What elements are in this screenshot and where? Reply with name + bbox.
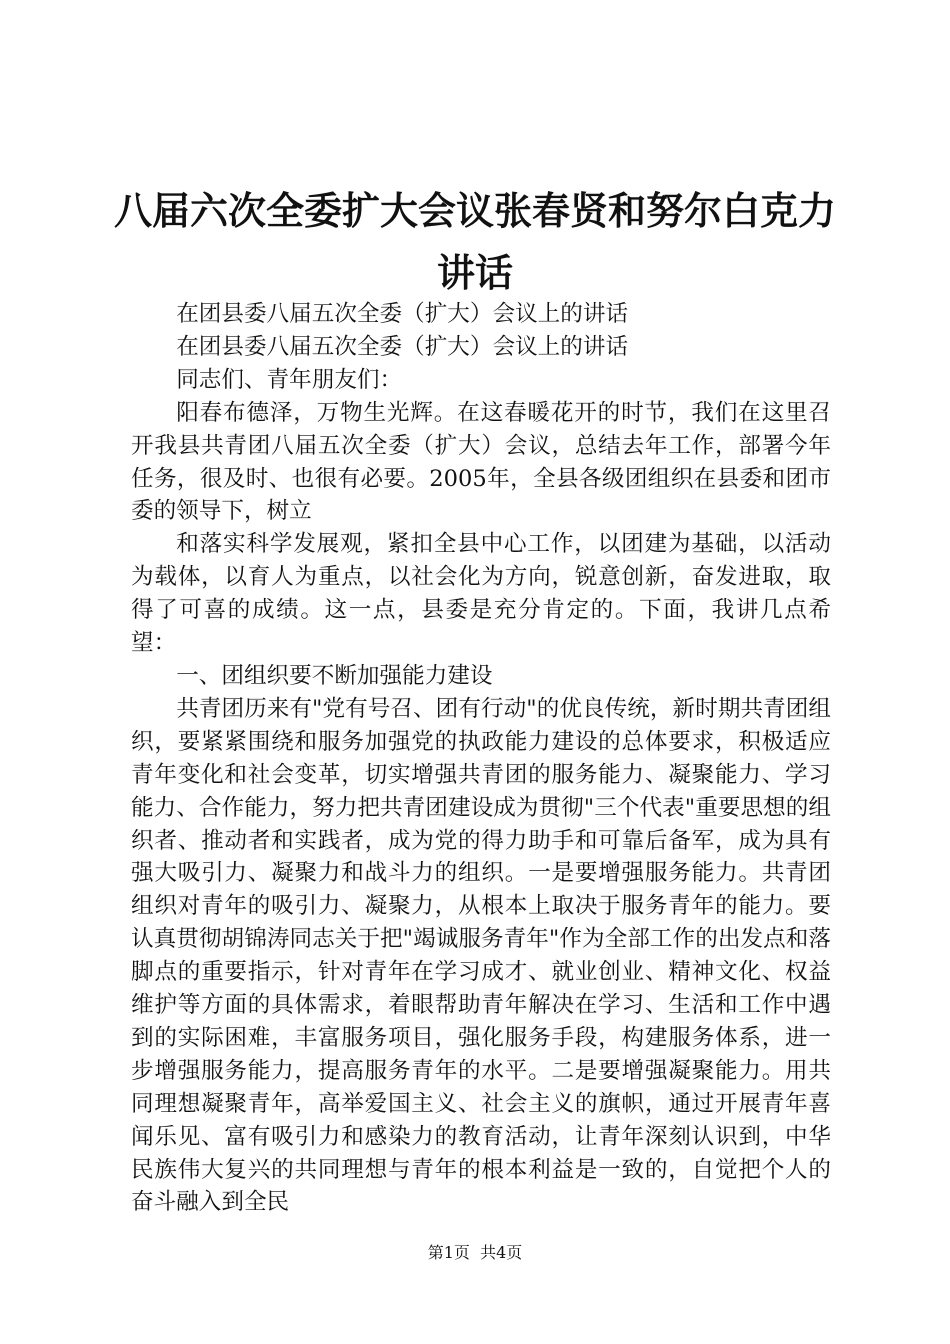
paragraph: 阳春布德泽，万物生光辉。在这春暖花开的时节，我们在这里召开我县共青团八届五次全委（扩大）会议，总结去年工作，部署今年任务，很及时、也很有必要。2005年，全县各级团组织在县委和团市委的领导下，树立 (131, 399, 831, 525)
section-heading: 一、团组织要不断加强能力建设 (176, 662, 493, 689)
document-body (131, 298, 831, 1219)
paragraph: 在团县委八届五次全委（扩大）会议上的讲话 (176, 333, 629, 360)
page-number: 第1页 (427, 1243, 470, 1262)
document-title: 八届六次全委扩大会议张春贤和努尔白克力讲话 (113, 189, 836, 295)
page-total: 共4页 (480, 1243, 523, 1262)
paragraph: 和落实科学发展观，紧扣全县中心工作，以团建为基础，以活动为载体，以育人为重点，以社会化为方向，锐意创新，奋发进取，取得了可喜的成绩。这一点，县委是充分肯定的。下面，我讲几点希望： (131, 531, 831, 657)
paragraph: 共青团历来有"党有号召、团有行动"的优良传统，新时期共青团组织，要紧紧围绕和服务加强党的执政能力建设的总体要求，积极适应青年变化和社会变革，切实增强共青团的服务能力、凝聚能力、学习能力、合作能力，努力把共青团建设成为贯彻"三个代表"重要思想的组织者、推动者和实践者，成为党的得力助手和可靠后备军，成为具有强大吸引力、凝聚力和战斗力的组织。一是要增强服务能力。共青团组织对青年的吸引力、凝聚力，从根本上取决于服务青年的能力。要认真贯彻胡锦涛同志关于把"竭诚服务青年"作为全部工作的出发点和落脚点的重要指示，针对青年在学习成才、就业创业、精神文化、权益维护等方面的具体需求，着眼帮助青年解决在学习、生活和工作中遇到的实际困难，丰富服务项目，强化服务手段，构建服务体系，进一步增强服务能力，提高服务青年的水平。二是要增强凝聚能力。用共同理想凝聚青年，高举爱国主义、社会主义的旗帜，通过开展青年喜闻乐见、富有吸引力和感染力的教育活动，让青年深刻认识到，中华民族伟大复兴的共同理想与青年的根本利益是一致的，自觉把个人的奋斗融入到全民 (131, 695, 831, 1216)
page-footer (0, 1243, 950, 1263)
paragraph: 在团县委八届五次全委（扩大）会议上的讲话 (176, 301, 629, 327)
paragraph: 同志们、青年朋友们： (176, 366, 403, 393)
